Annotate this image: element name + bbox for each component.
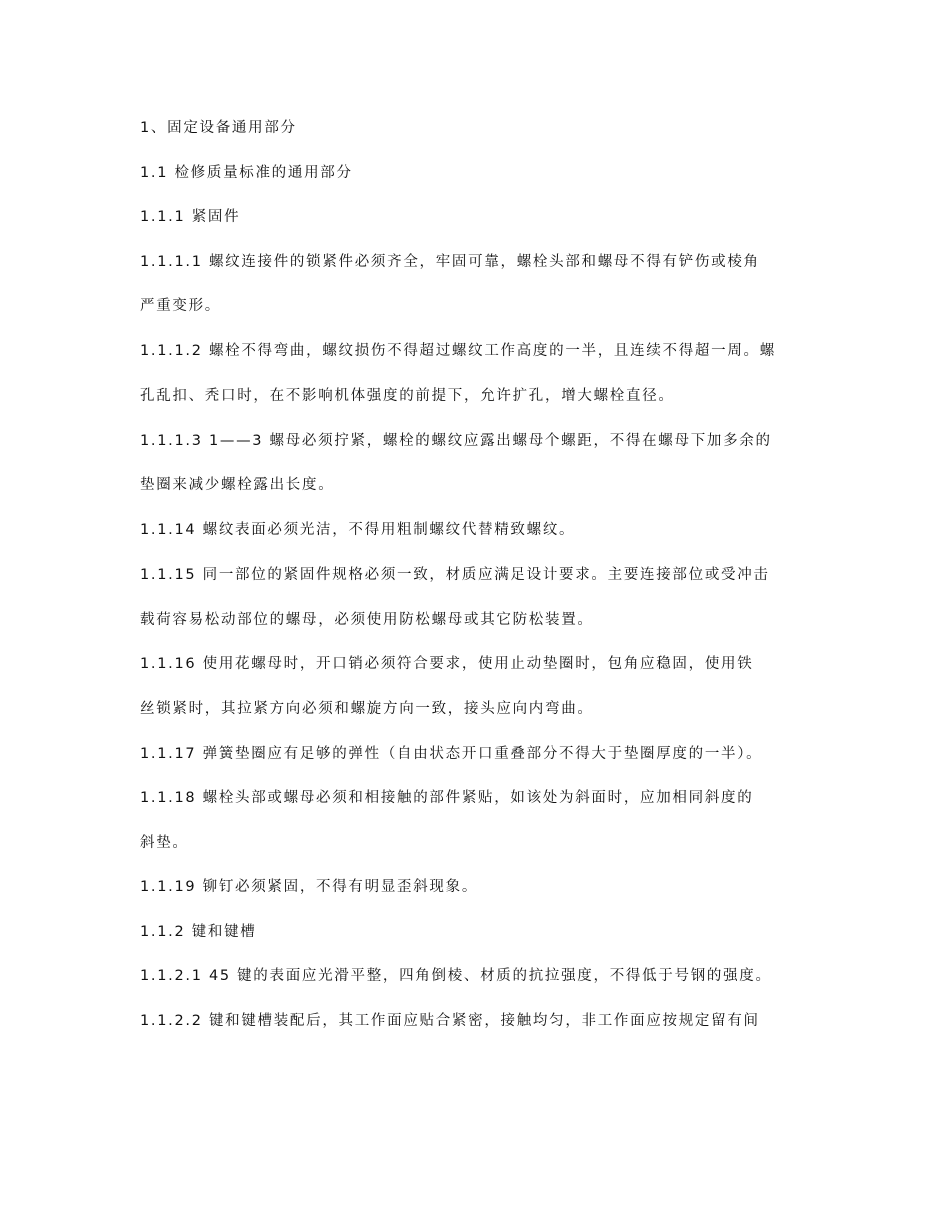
paragraph-line: 垫圈来减少螺栓露出长度。 <box>140 477 335 494</box>
subsection-heading: 1.1 检修质量标准的通用部分 <box>140 164 353 181</box>
paragraph-line: 载荷容易松动部位的螺母，必须使用防松螺母或其它防松装置。 <box>140 611 594 628</box>
section-heading: 1、固定设备通用部分 <box>140 120 297 136</box>
paragraph-line: 1.1.1.1 螺纹连接件的锁紧件必须齐全，牢固可靠，螺栓头部和螺母不得有铲伤或棱角 <box>140 253 760 270</box>
paragraph-line: 1.1.16 使用花螺母时，开口销必须符合要求，使用止动垫圈时，包角应稳固，使用铁 <box>140 656 754 673</box>
paragraph-line: 1.1.1.2 螺栓不得弯曲，螺纹损伤不得超过螺纹工作高度的一半，且连续不得超一周。螺 <box>140 342 776 359</box>
document-body <box>140 117 820 1055</box>
paragraph-line: 1.1.18 螺栓头部或螺母必须和相接触的部件紧贴，如该处为斜面时，应加相同斜度的 <box>140 790 754 807</box>
paragraph-line: 1.1.15 同一部位的紧固件规格必须一致，材质应满足设计要求。主要连接部位或受冲击 <box>140 566 770 583</box>
paragraph-line: 1.1.14 螺纹表面必须光洁，不得用粗制螺纹代替精致螺纹。 <box>140 521 576 538</box>
paragraph-line: 斜垫。 <box>140 834 189 851</box>
paragraph-line: 1.1.2.2 键和键槽装配后，其工作面应贴合紧密，接触均匀，非工作面应按规定留有间 <box>140 1013 760 1030</box>
paragraph-line: 严重变形。 <box>140 298 221 315</box>
paragraph-line: 1.1.19 铆钉必须紧固，不得有明显歪斜现象。 <box>140 879 479 896</box>
paragraph-line: 1.1.17 弹簧垫圈应有足够的弹性（自由状态开口重叠部分不得大于垫圈厚度的一半）。 <box>140 745 763 762</box>
subsection-heading: 1.1.2 键和键槽 <box>140 923 257 940</box>
paragraph-line: 孔乱扣、秃口时，在不影响机体强度的前提下，允许扩孔，增大螺栓直径。 <box>140 388 675 405</box>
paragraph-line: 1.1.2.1 45 键的表面应光滑平整，四角倒棱、材质的抗拉强度，不得低于号钢的强度。 <box>140 968 772 985</box>
paragraph-line: 丝锁紧时，其拉紧方向必须和螺旋方向一致，接头应向内弯曲。 <box>140 700 594 717</box>
paragraph-line: 1.1.1.3 1——3 螺母必须拧紧，螺栓的螺纹应露出螺母个螺距，不得在螺母下加多余的 <box>140 432 772 449</box>
subsection-heading: 1.1.1 紧固件 <box>140 209 241 226</box>
